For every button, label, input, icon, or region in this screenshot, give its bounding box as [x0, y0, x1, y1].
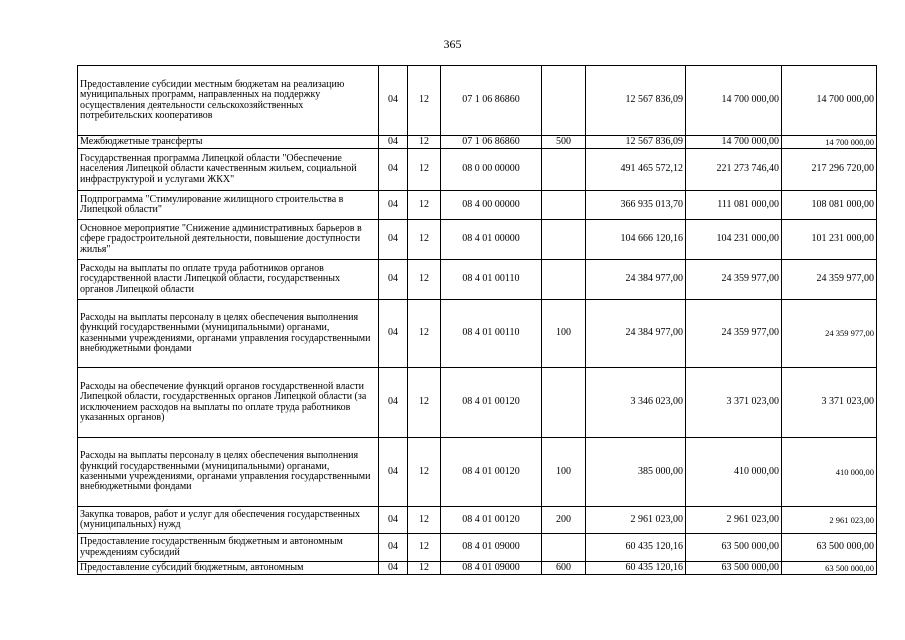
razdel-cell: 04 [379, 368, 408, 438]
razdel-cell: 04 [379, 220, 408, 260]
amount-year3-cell: 3 371 023,00 [782, 368, 877, 438]
expense-type-cell: 200 [542, 507, 586, 534]
amount-year2-cell: 221 273 746,40 [686, 149, 782, 191]
amount-year2-cell: 14 700 000,00 [686, 66, 782, 136]
podrazdel-cell: 12 [408, 368, 441, 438]
podrazdel-cell: 12 [408, 507, 441, 534]
amount-year1-cell: 366 935 013,70 [586, 191, 686, 220]
podrazdel-cell: 12 [408, 562, 441, 575]
razdel-cell: 04 [379, 507, 408, 534]
amount-year1-cell: 104 666 120,16 [586, 220, 686, 260]
razdel-cell: 04 [379, 136, 408, 149]
table-row [78, 534, 877, 562]
amount-year2-cell: 14 700 000,00 [686, 136, 782, 149]
amount-year1-cell: 3 346 023,00 [586, 368, 686, 438]
table-row [78, 562, 877, 575]
table-row [78, 507, 877, 534]
amount-year3-cell: 24 359 977,00 [782, 260, 877, 300]
amount-year2-cell: 104 231 000,00 [686, 220, 782, 260]
amount-year2-cell: 24 359 977,00 [686, 260, 782, 300]
table-row [78, 136, 877, 149]
amount-year1-cell: 24 384 977,00 [586, 300, 686, 368]
table-row [78, 191, 877, 220]
razdel-cell: 04 [379, 562, 408, 575]
row-description: Расходы на выплаты персоналу в целях обеспечения выполнения функций государственными (муниципальными) органами, казенными учреждениями, органами управления государственными внебюджетными фондами [78, 300, 379, 368]
amount-year1-cell: 12 567 836,09 [586, 136, 686, 149]
target-article-cell: 07 1 06 86860 [441, 136, 542, 149]
table-row [78, 438, 877, 507]
expense-type-cell: 500 [542, 136, 586, 149]
row-description: Государственная программа Липецкой области "Обеспечение населения Липецкой области качественным жильем, социальной инфраструктурой и услугами ЖКХ" [78, 149, 379, 191]
razdel-cell: 04 [379, 534, 408, 562]
row-description: Межбюджетные трансферты [78, 136, 379, 149]
amount-year2-cell: 63 500 000,00 [686, 534, 782, 562]
expense-type-cell [542, 191, 586, 220]
amount-year2-cell: 111 081 000,00 [686, 191, 782, 220]
amount-year1-cell: 385 000,00 [586, 438, 686, 507]
table-row [78, 66, 877, 136]
amount-year1-cell: 12 567 836,09 [586, 66, 686, 136]
expense-type-cell [542, 149, 586, 191]
target-article-cell: 08 4 01 00120 [441, 438, 542, 507]
razdel-cell: 04 [379, 260, 408, 300]
expense-type-cell: 100 [542, 300, 586, 368]
row-description: Предоставление субсидии местным бюджетам на реализацию муниципальных программ, направленных на поддержку осуществления деятельности сельскохозяйственных потребительских кооперативов [78, 66, 379, 136]
amount-year3-cell: 217 296 720,00 [782, 149, 877, 191]
podrazdel-cell: 12 [408, 220, 441, 260]
row-description: Предоставление государственным бюджетным и автономным учреждениям субсидий [78, 534, 379, 562]
expense-type-cell [542, 368, 586, 438]
amount-year3-cell: 63 500 000,00 [782, 534, 877, 562]
expense-type-cell [542, 66, 586, 136]
podrazdel-cell: 12 [408, 66, 441, 136]
amount-year2-cell: 2 961 023,00 [686, 507, 782, 534]
amount-year3-cell: 410 000,00 [782, 438, 877, 507]
amount-year3-cell: 24 359 977,00 [782, 300, 877, 368]
expense-type-cell: 100 [542, 438, 586, 507]
expense-type-cell: 600 [542, 562, 586, 575]
target-article-cell: 07 1 06 86860 [441, 66, 542, 136]
row-description: Расходы на обеспечение функций органов государственной власти Липецкой области, государственных органов Липецкой области (за исключением расходов на выплаты по оплате труда работников указанных органов) [78, 368, 379, 438]
table-row [78, 260, 877, 300]
target-article-cell: 08 0 00 00000 [441, 149, 542, 191]
target-article-cell: 08 4 01 00120 [441, 507, 542, 534]
amount-year2-cell: 410 000,00 [686, 438, 782, 507]
podrazdel-cell: 12 [408, 260, 441, 300]
razdel-cell: 04 [379, 191, 408, 220]
amount-year2-cell: 63 500 000,00 [686, 562, 782, 575]
amount-year3-cell: 14 700 000,00 [782, 66, 877, 136]
razdel-cell: 04 [379, 66, 408, 136]
amount-year2-cell: 24 359 977,00 [686, 300, 782, 368]
amount-year1-cell: 60 435 120,16 [586, 534, 686, 562]
expense-type-cell [542, 220, 586, 260]
target-article-cell: 08 4 01 09000 [441, 562, 542, 575]
podrazdel-cell: 12 [408, 149, 441, 191]
amount-year1-cell: 2 961 023,00 [586, 507, 686, 534]
amount-year3-cell: 2 961 023,00 [782, 507, 877, 534]
podrazdel-cell: 12 [408, 300, 441, 368]
razdel-cell: 04 [379, 149, 408, 191]
table-row [78, 300, 877, 368]
amount-year1-cell: 60 435 120,16 [586, 562, 686, 575]
target-article-cell: 08 4 01 00120 [441, 368, 542, 438]
razdel-cell: 04 [379, 438, 408, 507]
podrazdel-cell: 12 [408, 191, 441, 220]
razdel-cell: 04 [379, 300, 408, 368]
target-article-cell: 08 4 01 09000 [441, 534, 542, 562]
row-description: Предоставление субсидий бюджетным, автономным [78, 562, 379, 575]
podrazdel-cell: 12 [408, 534, 441, 562]
target-article-cell: 08 4 01 00110 [441, 260, 542, 300]
target-article-cell: 08 4 01 00110 [441, 300, 542, 368]
page-number: 365 [443, 37, 462, 51]
row-description: Расходы на выплаты по оплате труда работников органов государственной власти Липецкой области, государственных органов Липецкой области [78, 260, 379, 300]
target-article-cell: 08 4 01 00000 [441, 220, 542, 260]
row-description: Закупка товаров, работ и услуг для обеспечения государственных (муниципальных) нужд [78, 507, 379, 534]
amount-year3-cell: 14 700 000,00 [782, 136, 877, 149]
row-description: Основное мероприятие "Снижение административных барьеров в сфере градостроительной деятельности, повышение доступности жилья" [78, 220, 379, 260]
expense-type-cell [542, 260, 586, 300]
target-article-cell: 08 4 00 00000 [441, 191, 542, 220]
podrazdel-cell: 12 [408, 438, 441, 507]
amount-year1-cell: 24 384 977,00 [586, 260, 686, 300]
amount-year3-cell: 101 231 000,00 [782, 220, 877, 260]
budget-table [77, 65, 877, 575]
amount-year3-cell: 108 081 000,00 [782, 191, 877, 220]
amount-year1-cell: 491 465 572,12 [586, 149, 686, 191]
amount-year3-cell: 63 500 000,00 [782, 562, 877, 575]
row-description: Подпрограмма "Стимулирование жилищного строительства в Липецкой области" [78, 191, 379, 220]
amount-year2-cell: 3 371 023,00 [686, 368, 782, 438]
row-description: Расходы на выплаты персоналу в целях обеспечения выполнения функций государственными (муниципальными) органами, казенными учреждениями, органами управления государственными внебюджетными фондами [78, 438, 379, 507]
table-row [78, 149, 877, 191]
table-row [78, 220, 877, 260]
podrazdel-cell: 12 [408, 136, 441, 149]
expense-type-cell [542, 534, 586, 562]
table-row [78, 368, 877, 438]
